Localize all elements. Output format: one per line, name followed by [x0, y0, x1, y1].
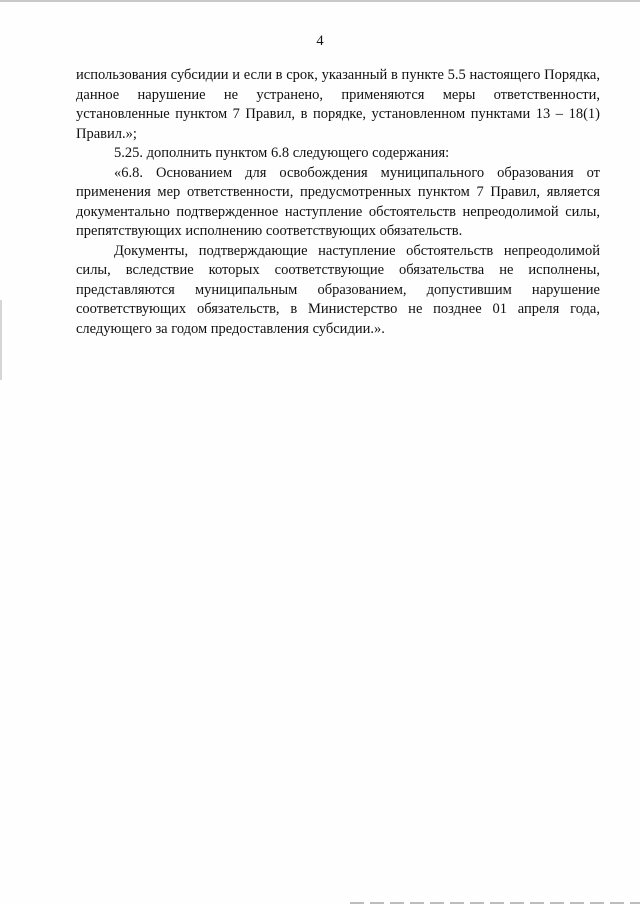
paragraph-continuation: использования субсидии и если в срок, указанный в пункте 5.5 настоящего Порядка, данное нарушение не устранено, применяются меры ответственности, установленные пунктом 7 Правил, в порядке, установленном пунктами 13 – 18(1) Правил.»;	[76, 67, 600, 142]
scan-edge-bottom	[350, 902, 640, 904]
paragraph-amendment-5-25: 5.25. дополнить пунктом 6.8 следующего содержания:	[114, 145, 450, 161]
paragraph-documents: Документы, подтверждающие наступление обстоятельств непреодолимой силы, вследствие которых соответствующие обязательства не исполнены, представляются муниципальным образованием, допустившим нарушение соответствующих обязательств, в Министерство не позднее 01 апреля года, следующего за годом предоставления субсидии.».	[76, 242, 600, 337]
scan-edge-left	[0, 300, 2, 380]
scan-edge-top	[0, 0, 640, 2]
paragraph-clause-6-8: «6.8. Основанием для освобождения муниципального образования от применения мер ответственности, предусмотренных пунктом 7 Правил, является документально подтвержденное наступление обстоятельств непреодолимой силы, препятствующих исполнению соответствующих обязательств.	[76, 164, 600, 239]
document-body	[76, 66, 600, 339]
page-number: 4	[316, 33, 324, 49]
